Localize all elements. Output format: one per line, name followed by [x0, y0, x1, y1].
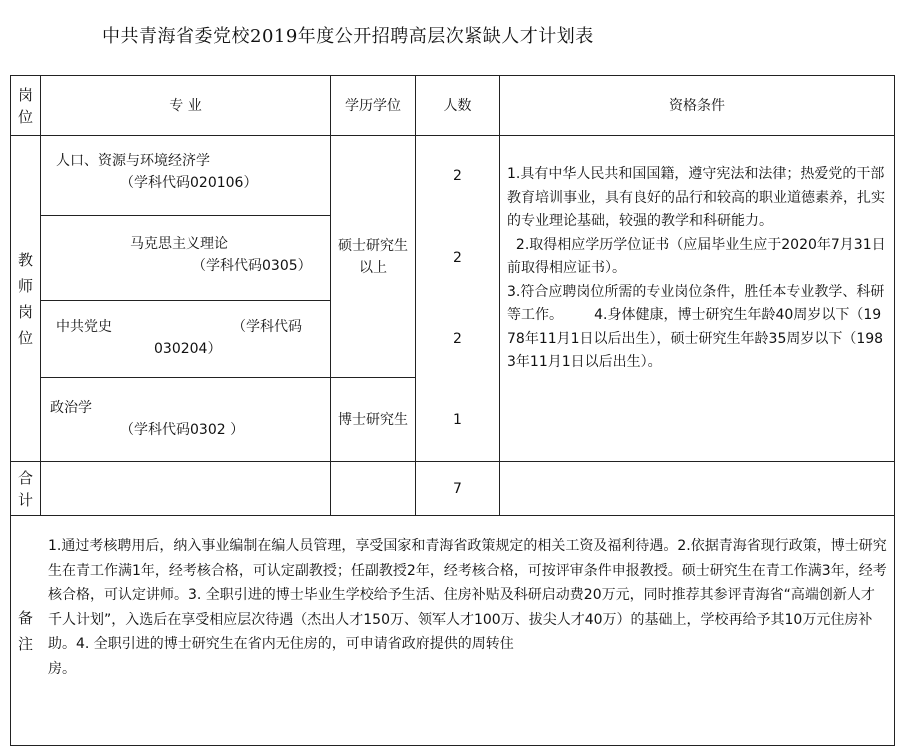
table-row-count-2: 2: [453, 250, 462, 266]
header-position: 岗位: [17, 85, 33, 126]
header-qualifications: 资格条件: [669, 97, 725, 114]
degree-phd: 博士研究生: [338, 411, 408, 428]
table-row-major-4: 政治学 （学科代码0302 ）: [50, 400, 245, 438]
qualifications-text: 1.具有中华人民共和国国籍，遵守宪法和法律；热爱党的干部教育培训事业，具有良好的品行和较高的职业道德素养，扎实的专业理论基础，较强的教学和科研能力。 2.取得相应学历学位证书（应届毕业生应于2020年7月31日前取得相应证书）。 3.符合应聘岗位所需的专业岗位条件，胜任本专业教学、科研等工作。 4.身体健康，博士研究生年龄40周岁以下（1978年11月1日以后出生），硕士研究生年龄35周岁以下（1983年11月1日以后出生）。: [507, 166, 886, 370]
table-row-count-3: 2: [453, 331, 462, 347]
position-label: 教师岗位: [17, 250, 33, 347]
header-major: 专 业: [169, 97, 202, 114]
header-degree: 学历学位: [345, 97, 401, 114]
remarks-label: 备注: [17, 608, 33, 653]
table-row-major-2: 马克思主义理论 （学科代码0305）: [130, 236, 312, 274]
table-row-count-1: 2: [453, 167, 462, 184]
table-row-major-3: 中共党史 （学科代码 030204）: [56, 319, 302, 357]
table-row-major-1: 人口、资源与环境经济学 （学科代码020106）: [56, 153, 258, 191]
table-row-count-4: 1: [453, 411, 462, 428]
remarks-text: 1.通过考核聘用后，纳入事业编制在编人员管理，享受国家和青海省政策规定的相关工资及福利待遇。2.依据青海省现行政策，博士研究生在青工作满1年，经考核合格，可认定副教授；任副教授2年，经考核合格，可按评审条件申报教授。硕士研究生在青工作满3年，经考核合格，可认定讲师。3. 全职引进的博士毕业生学校给予生活、住房补贴及科研启动费20万元，同时推荐其参评青海省“高端创新人才千人计划”，入选后在享受相应层次待遇（杰出人才150万、领军人才100万、拔尖人才40万）的基础上，学校再给予其10万元住房补助。4. 全职引进的博士研究生在省内无住房的，可申请省政府提供的周转住 房。: [48, 538, 887, 677]
page-title: 中共青海省委党校2019年度公开招聘高层次紧缺人才计划表: [102, 26, 594, 47]
total-count: 7: [453, 480, 462, 497]
degree-master: 硕士研究生以上: [338, 237, 408, 276]
total-label: 合计: [17, 468, 33, 509]
header-count: 人数: [443, 97, 472, 114]
